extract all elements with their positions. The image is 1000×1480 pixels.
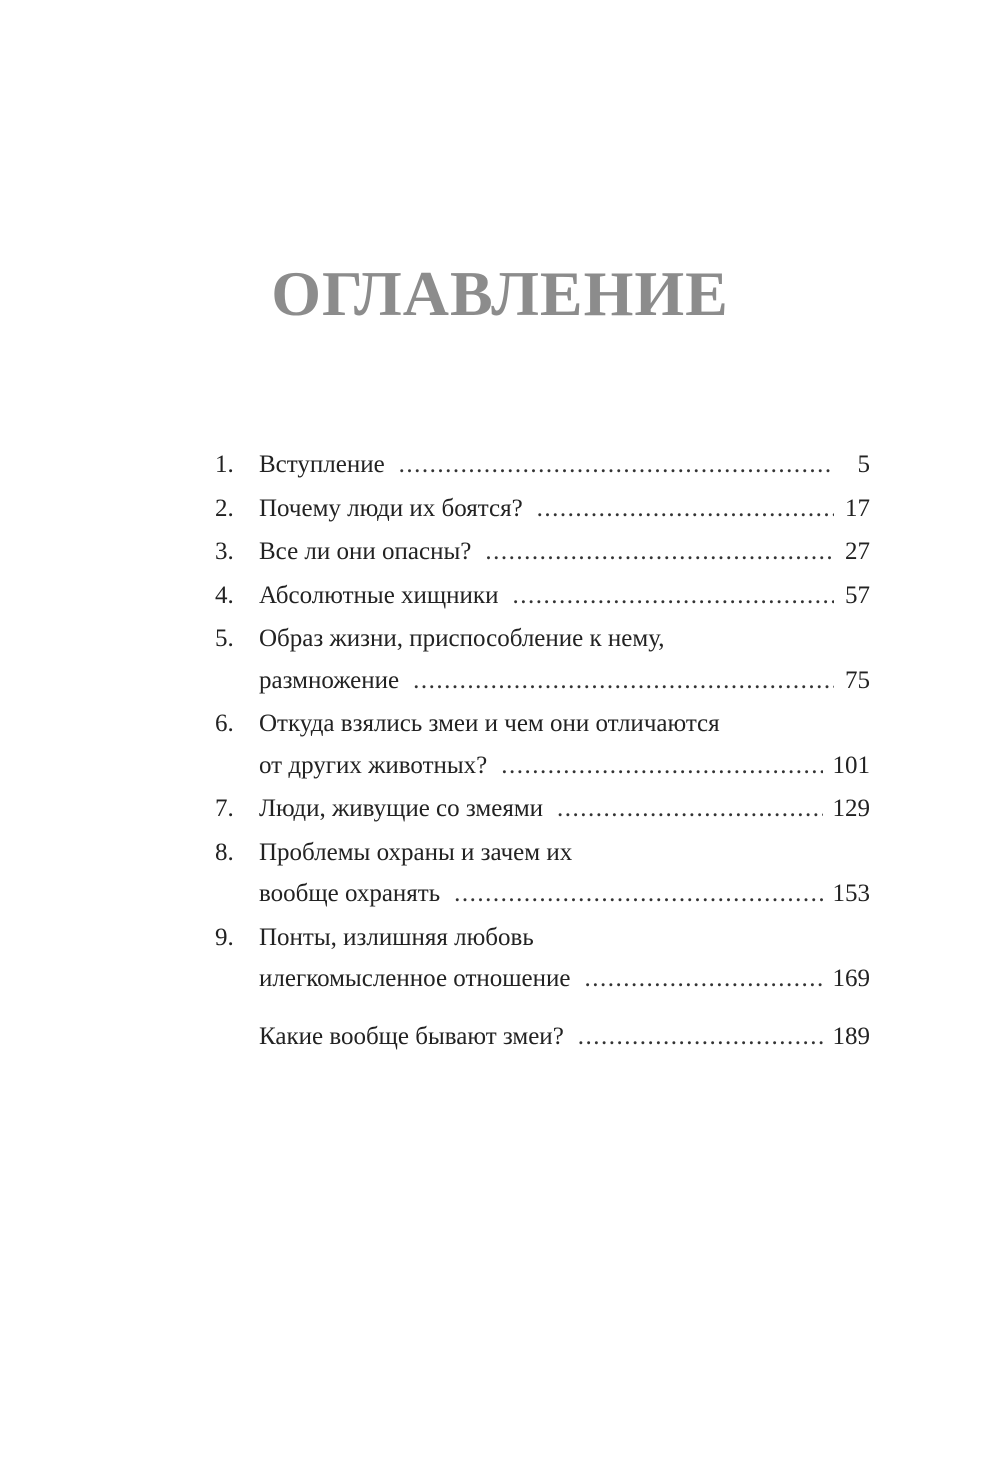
dot-leader xyxy=(399,444,834,486)
entry-number: 9. xyxy=(215,923,234,951)
entry-number: 3. xyxy=(215,538,234,565)
entry-number: 5. xyxy=(215,625,234,652)
entry-number: 8. xyxy=(215,838,234,866)
toc-entry[interactable] xyxy=(215,1016,870,1058)
dot-leader xyxy=(537,488,834,530)
entry-page-number: 17 xyxy=(845,494,870,522)
table-of-contents xyxy=(215,444,870,1059)
entry-title: Какие вообще бывают змеи? xyxy=(259,1022,564,1050)
entry-title: илегкомысленное отношение xyxy=(259,965,571,992)
entry-title: Люди, живущие со змеями xyxy=(259,795,544,822)
entry-title: Вступление xyxy=(259,451,385,478)
toc-entry[interactable] xyxy=(215,917,870,1000)
dot-leader xyxy=(413,660,834,702)
entry-page-number: 101 xyxy=(832,751,870,779)
entry-page-number: 5 xyxy=(857,451,870,478)
entry-page-number: 169 xyxy=(832,965,870,992)
entry-number: 1. xyxy=(215,451,234,478)
entry-page-number: 57 xyxy=(845,581,870,609)
toc-entry[interactable] xyxy=(215,618,870,701)
entry-number: 4. xyxy=(215,581,234,609)
entry-title: Все ли они опасны? xyxy=(259,538,472,565)
entry-number xyxy=(215,1016,259,1058)
entry-title: Почему люди их боятся? xyxy=(259,494,523,522)
dot-leader xyxy=(578,1016,823,1058)
entry-page-number: 153 xyxy=(832,880,870,907)
entry-page-number: 27 xyxy=(845,538,870,565)
entry-title: от других животных? xyxy=(259,751,488,779)
dot-leader xyxy=(454,873,822,915)
entry-page-number: 75 xyxy=(845,666,870,694)
dot-leader xyxy=(584,958,822,1000)
page-title: ОГЛАВЛЕНИЕ xyxy=(271,258,729,329)
entry-title: размножение xyxy=(259,666,400,694)
entry-title-line: Понты, излишняя любовь xyxy=(259,923,534,951)
toc-entry[interactable] xyxy=(215,575,870,617)
dot-leader xyxy=(512,575,834,617)
toc-entry[interactable] xyxy=(215,703,870,786)
entry-title: Абсолютные хищники xyxy=(259,581,499,609)
entry-title: вообще охранять xyxy=(259,880,441,907)
entry-number: 2. xyxy=(215,494,234,522)
entry-title-line: Образ жизни, приспособление к нему, xyxy=(259,625,665,652)
dot-leader xyxy=(501,745,822,787)
dot-leader xyxy=(557,788,822,830)
entry-number: 6. xyxy=(215,710,234,737)
dot-leader xyxy=(485,531,834,573)
toc-entry[interactable] xyxy=(215,444,870,486)
entry-page-number: 129 xyxy=(832,795,870,822)
toc-entry[interactable] xyxy=(215,832,870,915)
entry-number: 7. xyxy=(215,795,234,822)
toc-entry[interactable] xyxy=(215,531,870,573)
entry-title-line: Откуда взялись змеи и чем они отличаются xyxy=(259,710,720,737)
toc-entry[interactable] xyxy=(215,788,870,830)
entry-page-number: 189 xyxy=(832,1022,870,1050)
toc-entry[interactable] xyxy=(215,488,870,530)
entry-title-line: Проблемы охраны и зачем их xyxy=(259,838,573,866)
